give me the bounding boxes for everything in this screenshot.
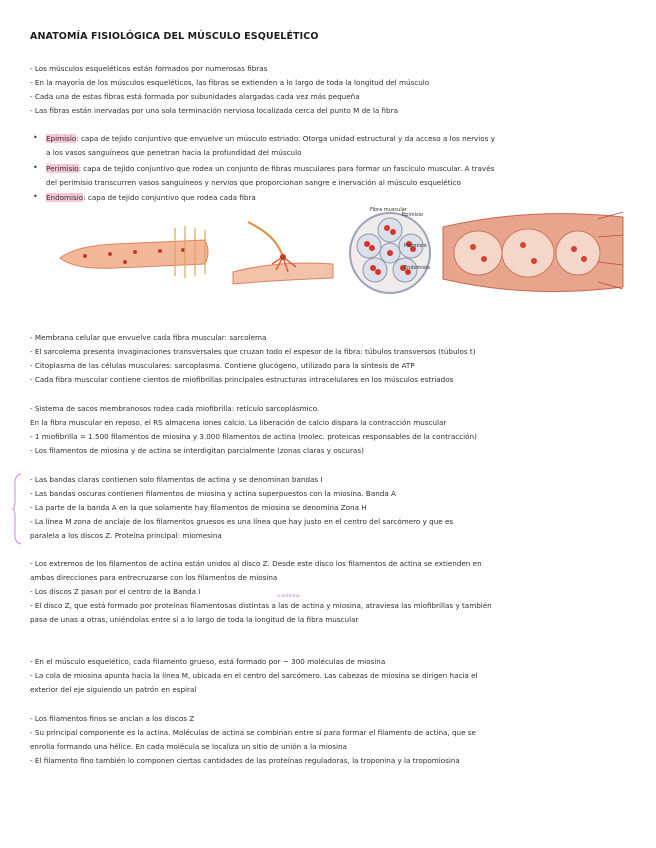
- muscle-fiber-figure: [55, 218, 215, 288]
- label-perimisio: Perimisio: [404, 243, 427, 249]
- endomisio-term: Endomisio: [46, 193, 84, 202]
- bullet-dot-icon: •: [33, 133, 38, 142]
- actin-line: - Los filamentos finos se anclan a los discos Z: [30, 714, 195, 723]
- bands-line: - La parte de la banda A en la que solamente hay filamentos de miosina se denomina Zona H: [30, 503, 367, 512]
- intro-line: - En la mayoría de los músculos esqueléticos, las fibras se extienden a lo largo de toda la longitud del músculo: [30, 78, 430, 87]
- epimisio-term: Epimisio: [46, 134, 77, 143]
- alpha-actinin-annotation: α-actinina: [277, 594, 300, 599]
- label-endomisio: Endomisio: [404, 265, 430, 271]
- label-epimisio: Epimisio: [402, 212, 424, 218]
- muscle-bundle-figure: [438, 207, 628, 299]
- myosin-line: - En el músculo esquelético, cada filamento grueso, está formado por ~ 300 moléculas de miosina: [30, 657, 386, 666]
- bands-line: - La línea M zona de anclaje de los filamentos gruesos es una línea que hay justo en el centro del sarcómero y que es: [30, 517, 454, 526]
- myosin-line: - La cola de miosina apunta hacia la línea M, ubicada en el centro del sarcómero. Las cabezas de miosina se dirigen hacia el: [30, 671, 478, 680]
- membrane-line: - El sarcolema presenta invaginaciones transversales que cruzan todo el espesor de la fibra: túbulos transversos (túbulos t): [30, 347, 476, 356]
- nerve-ending-figure: [228, 212, 338, 292]
- perimisio-text: : capa de tejido conjuntivo que rodea un conjunto de fibras musculares para formar un fascículo muscular. A través: [78, 164, 495, 173]
- cross-section-figure: [345, 208, 435, 298]
- brace-icon: [12, 473, 22, 545]
- perimisio-line-2: del perimisio transcurren vasos sanguíneos y nervios que proporcionan sangre e inervación al músculo esquelético: [46, 178, 461, 187]
- bands-line: - Las bandas claras contienen solo filamentos de actina y se denominan bandas I: [30, 475, 323, 484]
- intro-line: - Los músculos esqueléticos están formados por numerosas fibras: [30, 64, 268, 73]
- endomisio-text: : capa de tejido conjuntivo que rodea cada fibra: [83, 193, 256, 202]
- label-fibra: Fibra muscular: [370, 207, 407, 213]
- intro-line: - Cada una de estas fibras está formada por subunidades alargadas cada vez más pequeña: [30, 92, 360, 101]
- perimisio-term: Perimisio: [46, 164, 79, 173]
- discs-line: - El disco Z, que está formado por proteínas filamentosas distintas a las de actina y miosina, atraviesa las miofibrillas y también: [30, 601, 492, 610]
- reticulum-line: - Sistema de sacos membranosos rodea cada miofibrilla: retículo sarcoplásmico.: [30, 404, 320, 413]
- actin-line: enrolla formando una hélice. En cada molécula se localiza un sitio de unión a la miosina: [30, 742, 347, 751]
- bands-line: - Las bandas oscuras contienen filamentos de miosina y actina superpuestos con la miosina. Banda A: [30, 489, 396, 498]
- bands-line: paralela a los discos Z. Proteína principal: miomesina: [30, 531, 222, 540]
- bullet-dot-icon: •: [33, 192, 38, 201]
- reticulum-line: - Los filamentos de miosina y de actina se interdigitan parcialmente (zonas claras y oscuras): [30, 446, 364, 455]
- discs-line: - Los discos Z pasan por el centro de la Banda I: [30, 587, 201, 596]
- membrane-line: - Citoplasma de las células musculares: sarcoplasma. Contiene glucógeno, utilizado para la síntesis de ATP: [30, 361, 415, 370]
- epimisio-line-2: a los vasos sanguíneos que penetran hacia la profundidad del músculo: [46, 148, 302, 157]
- discs-line: - Los extremos de los filamentos de actina están unidos al disco Z. Desde este disco los filamentos de actina se extienden en: [30, 559, 482, 568]
- discs-line: pasa de unas a otras, uniéndolas entre sí a lo largo de toda la longitud de la fibra muscular: [30, 615, 359, 624]
- membrane-line: - Membrana celular que envuelve cada fibra muscular: sarcolema: [30, 333, 267, 342]
- page-title: ANATOMÍA FISIOLÓGICA DEL MÚSCULO ESQUELÉTICO: [30, 31, 319, 42]
- reticulum-line: En la fibra muscular en reposo, el RS almacena iones calcio. La liberación de calcio dispara la contracción muscular: [30, 418, 447, 427]
- perimisio-line-1: [46, 164, 494, 174]
- actin-line: - Su principal componente es la actina. Moléculas de actina se combinan entre sí para formar el filamento de actina, que se: [30, 728, 476, 737]
- myosin-line: exterior del eje siguiendo un patrón en espiral: [30, 685, 197, 694]
- discs-line: ambas direcciones para entrecruzarse con los filamentos de miosina: [30, 573, 278, 582]
- epimisio-line-1: [46, 134, 495, 144]
- intro-line: - Las fibras están inervadas por una sola terminación nerviosa localizada cerca del punto M de la fibra: [30, 106, 398, 115]
- reticulum-line: - 1 miofibrilla = 1.500 filamentos de miosina y 3.000 filamentos de actina (molec. proteicas responsables de la contracción): [30, 432, 477, 441]
- epimisio-text: : capa de tejido conjuntivo que envuelve un músculo estriado. Otorga unidad estructural y da acceso a los nervios y: [76, 134, 495, 143]
- bullet-dot-icon: •: [33, 163, 38, 172]
- actin-line: - El filamento fino también lo componen ciertas cantidades de las proteínas reguladoras, la troponina y la tropomiosina: [30, 756, 460, 765]
- membrane-line: - Cada fibra muscular contiene cientos de miofibrillas principales estructuras intracelulares en los músculos estriados: [30, 375, 454, 384]
- endomisio-line: [46, 193, 256, 203]
